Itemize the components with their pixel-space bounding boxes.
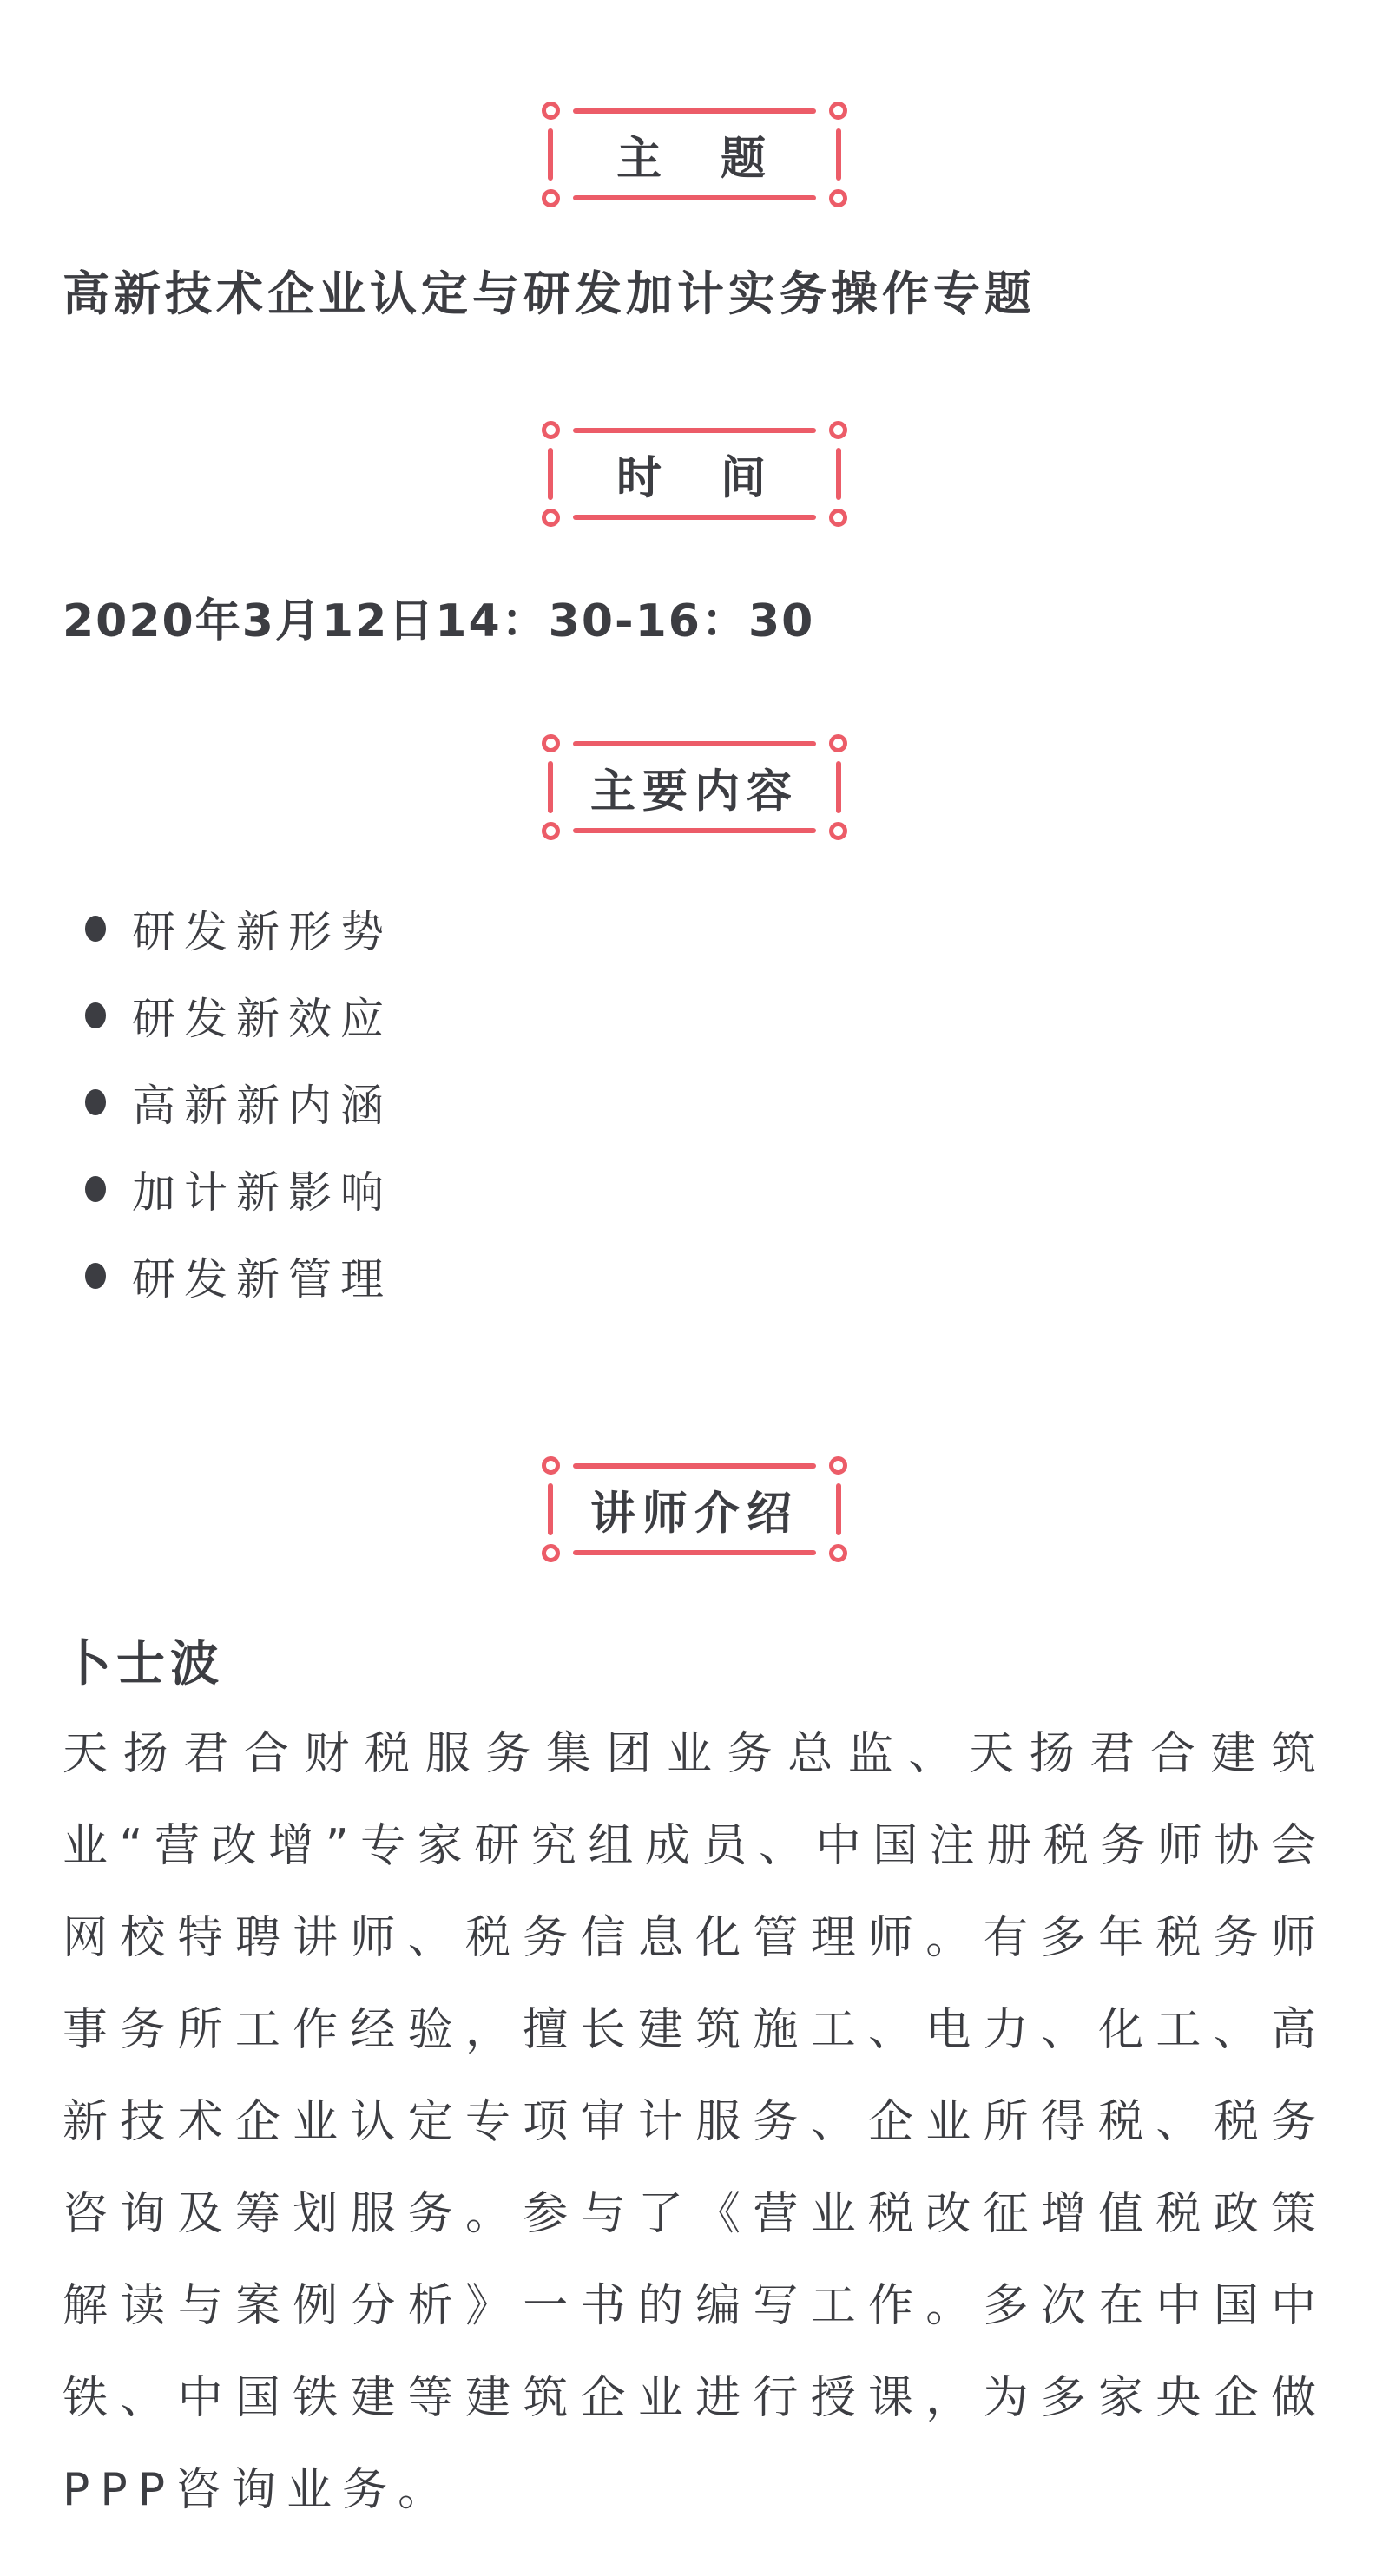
section-frame-time [550, 421, 839, 527]
corner-ring-icon [542, 1456, 560, 1475]
corner-ring-icon [829, 734, 847, 752]
frame-top-line [573, 428, 816, 433]
list-item-label: 研发新效应 [132, 994, 392, 1044]
list-item-label: 加计新影响 [132, 1167, 392, 1218]
bullet-icon [85, 916, 106, 942]
frame-top-line [573, 108, 816, 114]
corner-ring-icon [829, 1456, 847, 1475]
corner-ring-icon [829, 1544, 847, 1562]
list-item [63, 1146, 1326, 1232]
content-topic-list [63, 885, 1326, 1319]
list-item-label: 研发新管理 [132, 1254, 392, 1304]
course-datetime: 2020年3月12日14：30-16：30 [63, 595, 815, 647]
corner-ring-icon [829, 509, 847, 527]
frame-bottom-line [573, 828, 816, 833]
list-item-label: 研发新形势 [132, 907, 392, 957]
list-item [63, 972, 1326, 1059]
course-title: 高新技术企业认定与研发加计实务操作专题 [63, 266, 1036, 321]
section-frame-topic [550, 102, 839, 207]
corner-ring-icon [542, 509, 560, 527]
section-heading-topic: 主 题 [616, 133, 773, 186]
corner-ring-icon [542, 734, 560, 752]
section-frame-lecturer [550, 1456, 839, 1562]
corner-ring-icon [542, 189, 560, 207]
section-heading-time: 时 间 [616, 452, 773, 505]
frame-bottom-line [573, 515, 816, 520]
bullet-icon [85, 1002, 106, 1028]
corner-ring-icon [829, 189, 847, 207]
frame-top-line [573, 741, 816, 746]
corner-ring-icon [542, 1544, 560, 1562]
list-item-label: 高新新内涵 [132, 1081, 392, 1131]
lecturer-bio: 天扬君合财税服务集团业务总监、天扬君合建筑业“营改增”专家研究组成员、中国注册税务师协会网校特聘讲师、税务信息化管理师。有多年税务师事务所工作经验，擅长建筑施工、电力、化工、高新技术企业认定专项审计服务、企业所得税、税务咨询及筹划服务。参与了《营业税改征增值税政策解读与案例分析》一书的编写工作。多次在中国中铁、中国铁建等建筑企业进行授课，为多家央企做PPP咨询业务。 [63, 1728, 1326, 2516]
lecturer-name: 卜士波 [63, 1636, 224, 1692]
bullet-icon [85, 1263, 106, 1289]
list-item [63, 885, 1326, 972]
section-frame-main-content [550, 734, 839, 840]
section-heading-lecturer: 讲师介绍 [589, 1488, 799, 1541]
corner-ring-icon [829, 102, 847, 120]
list-item [63, 1232, 1326, 1319]
list-item [63, 1059, 1326, 1146]
section-heading-main-content: 主要内容 [589, 766, 799, 818]
corner-ring-icon [829, 822, 847, 840]
frame-top-line [573, 1463, 816, 1469]
corner-ring-icon [542, 822, 560, 840]
corner-ring-icon [542, 421, 560, 439]
bullet-icon [85, 1176, 106, 1202]
frame-bottom-line [573, 195, 816, 200]
corner-ring-icon [829, 421, 847, 439]
frame-bottom-line [573, 1550, 816, 1555]
bullet-icon [85, 1089, 106, 1115]
corner-ring-icon [542, 102, 560, 120]
